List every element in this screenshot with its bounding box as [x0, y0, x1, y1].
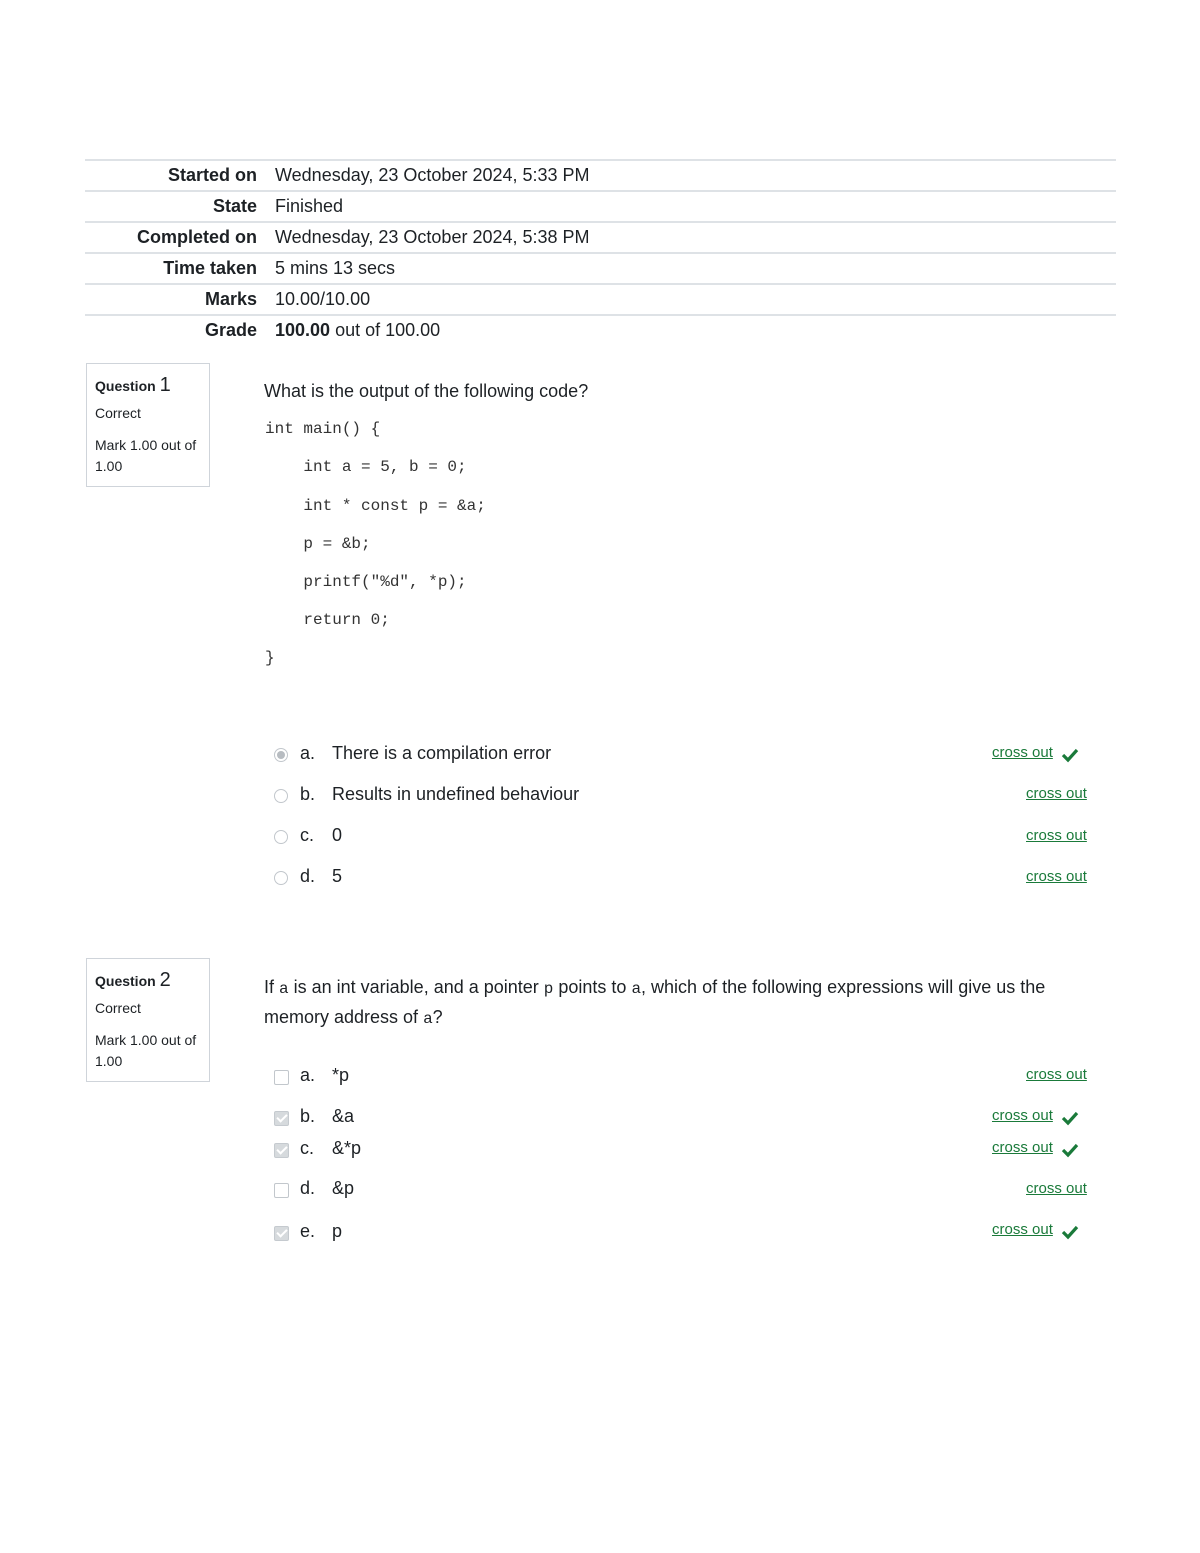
answer-letter: d.: [300, 1178, 316, 1198]
summary-row: [85, 284, 1116, 315]
answer-option: [272, 825, 1092, 853]
grade-out-of: out of 100.00: [330, 320, 441, 340]
answer-text: &p: [332, 1178, 355, 1198]
question-number: [95, 969, 201, 992]
question-text: [264, 973, 1084, 1033]
answer-text: 0: [332, 825, 343, 845]
question-text: What is the output of the following code?: [264, 381, 589, 401]
correct-check-icon: [1061, 747, 1079, 763]
summary-value: Finished: [275, 191, 1116, 222]
answer-letter: c.: [300, 1138, 315, 1158]
attempt-summary-table: [85, 159, 1116, 345]
question-grade: Mark 1.00 out of 1.00: [95, 1032, 197, 1069]
answer-text: Results in undefined behaviour: [332, 784, 580, 804]
summary-label: Started on: [85, 160, 275, 191]
answer-letter: b.: [300, 784, 316, 804]
question-state: Correct: [95, 1000, 141, 1016]
question-text-part: If: [264, 977, 280, 997]
summary-row: [85, 222, 1116, 253]
cross-out-link[interactable]: cross out: [1026, 827, 1087, 844]
summary-label: Completed on: [85, 222, 275, 253]
summary-value: [275, 315, 1116, 345]
summary-value: 10.00/10.00: [275, 284, 1116, 315]
answer-checkbox[interactable]: [274, 1111, 289, 1126]
summary-value: Wednesday, 23 October 2024, 5:33 PM: [275, 160, 1116, 191]
question-text-part: ?: [432, 1007, 443, 1027]
code-line: int * const p = &a;: [265, 497, 486, 515]
question-info-box: [86, 958, 210, 1082]
cross-out-link[interactable]: cross out: [992, 1221, 1053, 1238]
answer-option: [272, 1065, 1092, 1093]
cross-out-link[interactable]: cross out: [992, 1107, 1053, 1124]
answer-radio[interactable]: [274, 871, 288, 885]
question-state: Correct: [95, 405, 141, 421]
cross-out-link[interactable]: cross out: [992, 1139, 1053, 1156]
summary-row: [85, 191, 1116, 222]
answer-option: [272, 1106, 1092, 1134]
question-text-part: is an int variable, and a pointer: [288, 977, 544, 997]
answer-text: &a: [332, 1106, 355, 1126]
answer-text: There is a compilation error: [332, 743, 552, 763]
cross-out-link[interactable]: cross out: [1026, 868, 1087, 885]
summary-row: [85, 315, 1116, 345]
grade-value: 100.00: [275, 320, 331, 340]
answer-checkbox[interactable]: [274, 1226, 289, 1241]
answer-checkbox[interactable]: [274, 1070, 289, 1085]
code-line: int a = 5, b = 0;: [265, 458, 467, 476]
summary-row: [85, 160, 1116, 191]
summary-value: 5 mins 13 secs: [275, 253, 1116, 284]
summary-label: Grade: [85, 315, 275, 345]
answer-checkbox[interactable]: [274, 1143, 289, 1158]
cross-out-link[interactable]: cross out: [992, 744, 1053, 761]
answer-text: p: [332, 1221, 343, 1241]
answer-letter: e.: [300, 1221, 316, 1241]
question-number: [95, 374, 201, 397]
answer-letter: a.: [300, 743, 316, 763]
summary-label: Marks: [85, 284, 275, 315]
correct-check-icon: [1061, 1142, 1079, 1158]
summary-label: Time taken: [85, 253, 275, 284]
cross-out-link[interactable]: cross out: [1026, 1066, 1087, 1083]
answer-option: [272, 743, 1092, 771]
inline-code: a: [423, 1010, 433, 1028]
code-line: }: [265, 649, 275, 667]
cross-out-link[interactable]: cross out: [1026, 1180, 1087, 1197]
answer-radio[interactable]: [274, 789, 288, 803]
answer-letter: b.: [300, 1106, 316, 1126]
correct-check-icon: [1061, 1110, 1079, 1126]
answer-radio[interactable]: [274, 830, 288, 844]
answer-text: *p: [332, 1065, 350, 1085]
answer-letter: d.: [300, 866, 316, 886]
question-label: Question: [95, 973, 156, 989]
summary-label: State: [85, 191, 275, 222]
answer-option: [272, 784, 1092, 812]
question-text-part: points to: [553, 977, 632, 997]
code-line: return 0;: [265, 611, 390, 629]
answer-text: 5: [332, 866, 343, 886]
question-number-value: 1: [159, 374, 171, 396]
code-line: int main() {: [265, 420, 381, 438]
correct-check-icon: [1061, 1224, 1079, 1240]
answer-option: [272, 1138, 1092, 1166]
answer-radio[interactable]: [274, 748, 288, 762]
code-line: printf("%d", *p);: [265, 573, 467, 591]
inline-code: a: [279, 980, 289, 998]
answer-text: &*p: [332, 1138, 362, 1158]
answer-letter: a.: [300, 1065, 316, 1085]
question-label: Question: [95, 378, 156, 394]
inline-code: a: [631, 980, 642, 998]
answer-option: [272, 1178, 1092, 1206]
question-number-value: 2: [159, 969, 171, 991]
inline-code: p: [543, 980, 554, 998]
answer-checkbox[interactable]: [274, 1183, 289, 1198]
cross-out-link[interactable]: cross out: [1026, 785, 1087, 802]
answer-option: [272, 1221, 1092, 1249]
question-info-box: [86, 363, 210, 487]
answer-option: [272, 866, 1092, 894]
summary-row: [85, 253, 1116, 284]
question-text-part: , which of the following expressions will give us the memory address of: [264, 977, 1046, 1027]
answer-letter: c.: [300, 825, 315, 845]
question-grade: Mark 1.00 out of 1.00: [95, 437, 197, 474]
code-line: p = &b;: [265, 535, 371, 553]
summary-value: Wednesday, 23 October 2024, 5:38 PM: [275, 222, 1116, 253]
